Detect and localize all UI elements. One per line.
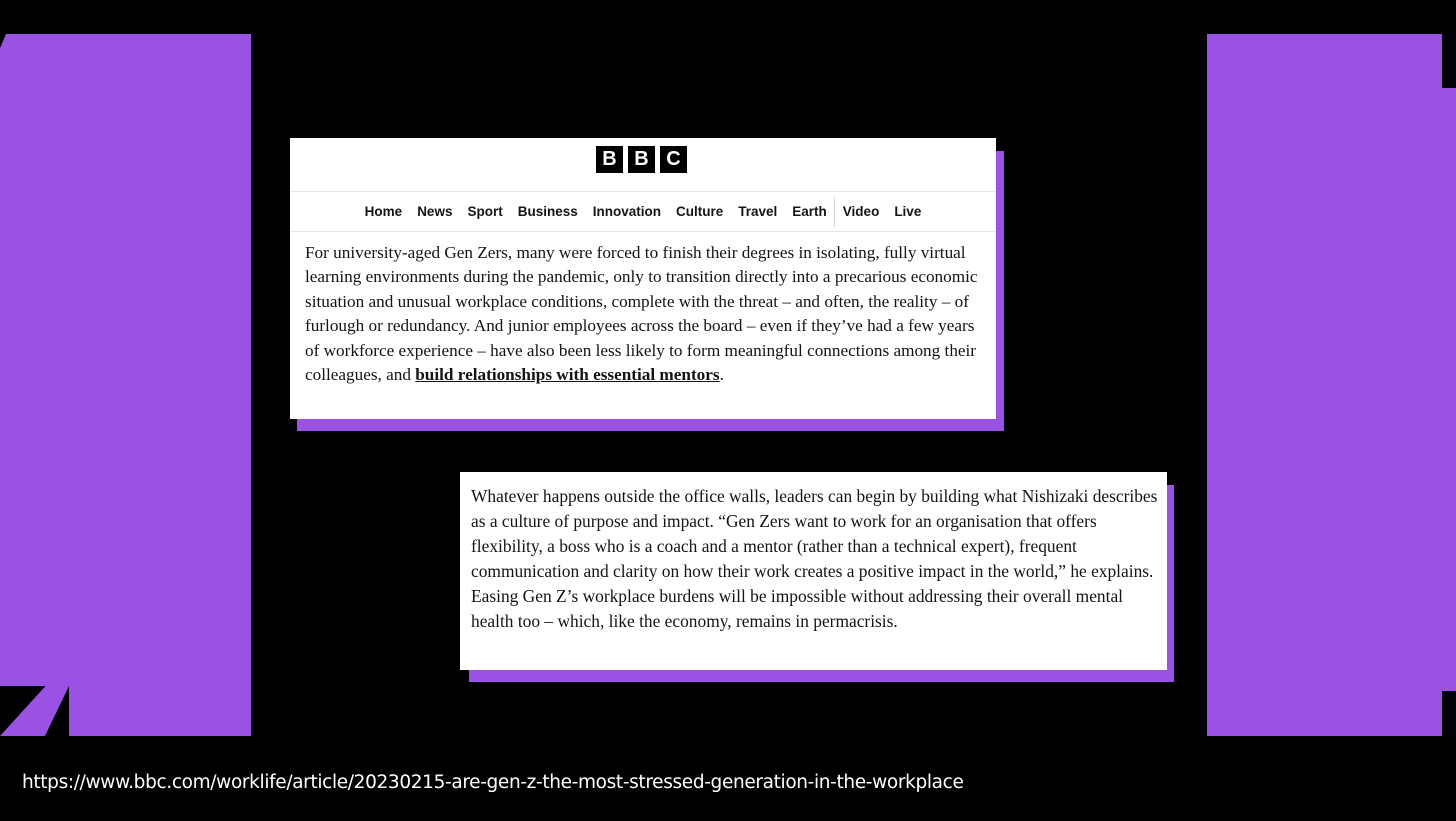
paragraph-end: . [719, 365, 724, 385]
nav-item-business[interactable]: Business [517, 204, 578, 219]
nav-item-culture[interactable]: Culture [676, 204, 724, 219]
divider [290, 231, 996, 232]
source-url: https://www.bbc.com/worklife/article/20230215-are-gen-z-the-most-stressed-generation-in-the-workplace [22, 772, 964, 793]
paragraph-text: For university-aged Gen Zers, many were forced to finish their degrees in isolating, fully virtual learning environments during the pandemic, only to transition directly into a precarious economic situation and unusual workplace conditions, complete with the threat – and often, the reality – of furlough or redundancy. And junior employees across the board – even if they’ve had a few years of workforce experience – have also been less likely to form meaningful connections among their colleagues, and [305, 243, 978, 385]
article-paragraph: Whatever happens outside the office walls, leaders can begin by building what Nishizaki describes as a culture of purpose and impact. “Gen Zers want to work for an organisation that offers flexibility, a boss who is a coach and a mentor (rather than a technical expert), frequent communication and clarity on how their work creates a positive impact in the world,” he explains. Easing Gen Z’s workplace burdens will be impossible without addressing their overall mental health too – which, like the economy, remains in permacrisis. [471, 486, 1158, 631]
mentors-link[interactable]: build relationships with essential mentors [415, 365, 720, 385]
main-nav [290, 192, 996, 231]
quote-excerpt-card [460, 472, 1167, 670]
logo-letter: C [660, 146, 687, 173]
decorative-purple-block-left [0, 34, 251, 736]
nav-item-sport[interactable]: Sport [467, 204, 503, 219]
bbc-logo[interactable] [596, 146, 687, 173]
decorative-purple-block-right [1207, 34, 1442, 736]
nav-item-travel[interactable]: Travel [738, 204, 778, 219]
nav-item-earth[interactable]: Earth [792, 204, 827, 219]
article-excerpt-card [290, 138, 996, 419]
nav-item-news[interactable]: News [417, 204, 453, 219]
nav-item-video[interactable]: Video [842, 204, 880, 219]
nav-item-innovation[interactable]: Innovation [592, 204, 661, 219]
nav-item-home[interactable]: Home [364, 204, 403, 219]
nav-item-live[interactable]: Live [894, 204, 922, 219]
article-paragraph [305, 241, 985, 387]
logo-letter: B [596, 146, 623, 173]
logo-letter: B [628, 146, 655, 173]
decorative-purple-tab [1440, 88, 1456, 691]
